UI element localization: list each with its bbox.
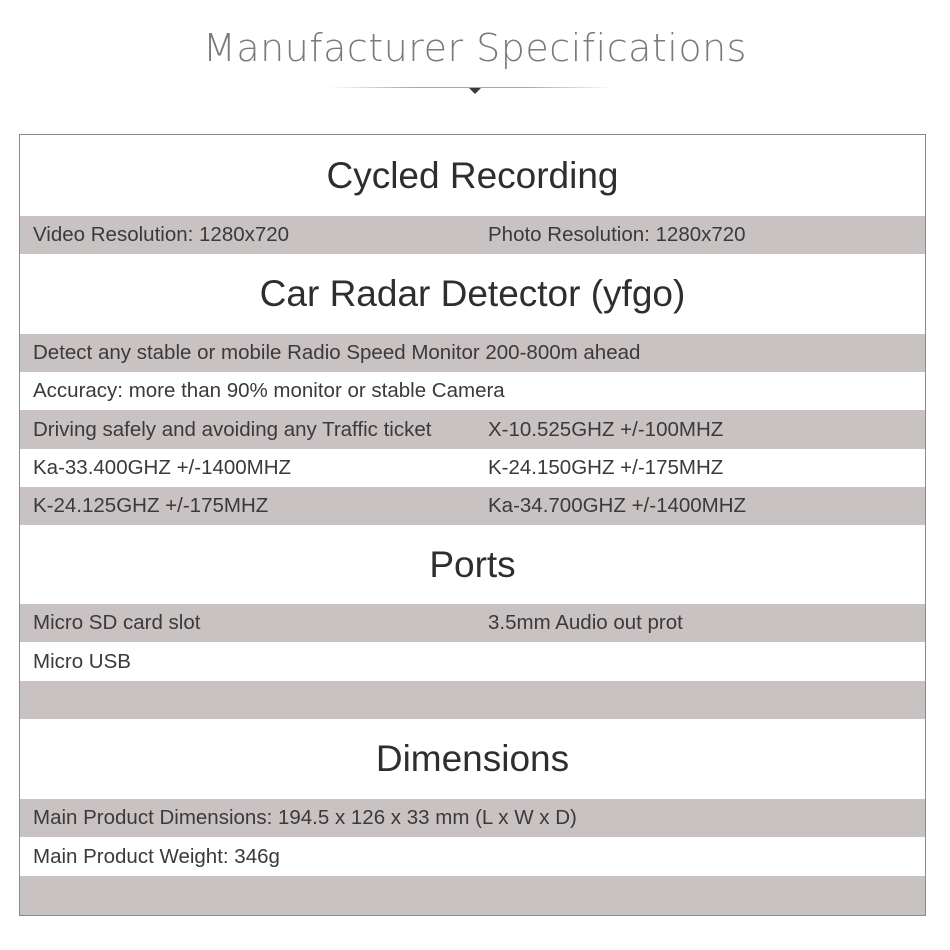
- page-title: Manufacturer Specifications: [203, 26, 747, 70]
- table-row: [20, 642, 925, 681]
- spec-cell: Video Resolution: 1280x720: [33, 223, 290, 246]
- spec-cell: K-24.125GHZ +/-175MHZ: [33, 494, 269, 517]
- spec-cell: Photo Resolution: 1280x720: [488, 223, 746, 246]
- table-row: [20, 334, 925, 372]
- spec-cell: Driving safely and avoiding any Traffic ticket: [33, 417, 432, 441]
- table-row: [20, 216, 925, 254]
- spec-table: [19, 134, 926, 916]
- table-row-empty: [20, 876, 925, 915]
- spec-cell: Main Product Dimensions: 194.5 x 126 x 33 mm (L x W x D): [33, 806, 577, 829]
- spec-cell: Detect any stable or mobile Radio Speed Monitor 200-800m ahead: [33, 341, 641, 364]
- spec-cell: Micro SD card slot: [33, 611, 201, 634]
- spec-cell: 3.5mm Audio out prot: [488, 611, 683, 634]
- spec-cell: Ka-34.700GHZ +/-1400MHZ: [488, 494, 747, 517]
- section-heading-cycled-recording: Cycled Recording: [20, 135, 925, 216]
- spec-cell: X-10.525GHZ +/-100MHZ: [488, 417, 724, 441]
- spec-cell: Main Product Weight: 346g: [33, 844, 280, 868]
- table-row: [20, 799, 925, 837]
- section-heading-ports: Ports: [20, 525, 925, 604]
- table-row: [20, 449, 925, 487]
- table-row-empty: [20, 681, 925, 719]
- table-row: [20, 410, 925, 449]
- spec-cell: Micro USB: [33, 649, 131, 673]
- spec-cell: Accuracy: more than 90% monitor or stable Camera: [33, 379, 505, 402]
- spec-cell: K-24.150GHZ +/-175MHZ: [488, 456, 724, 479]
- caret-down-icon: [469, 88, 481, 94]
- section-heading-radar-detector: Car Radar Detector (yfgo): [20, 254, 925, 334]
- table-row: [20, 487, 925, 525]
- table-row: [20, 372, 925, 410]
- spec-cell: Ka-33.400GHZ +/-1400MHZ: [33, 456, 292, 479]
- table-row: [20, 604, 925, 642]
- section-heading-dimensions: Dimensions: [20, 719, 925, 799]
- table-row: [20, 837, 925, 876]
